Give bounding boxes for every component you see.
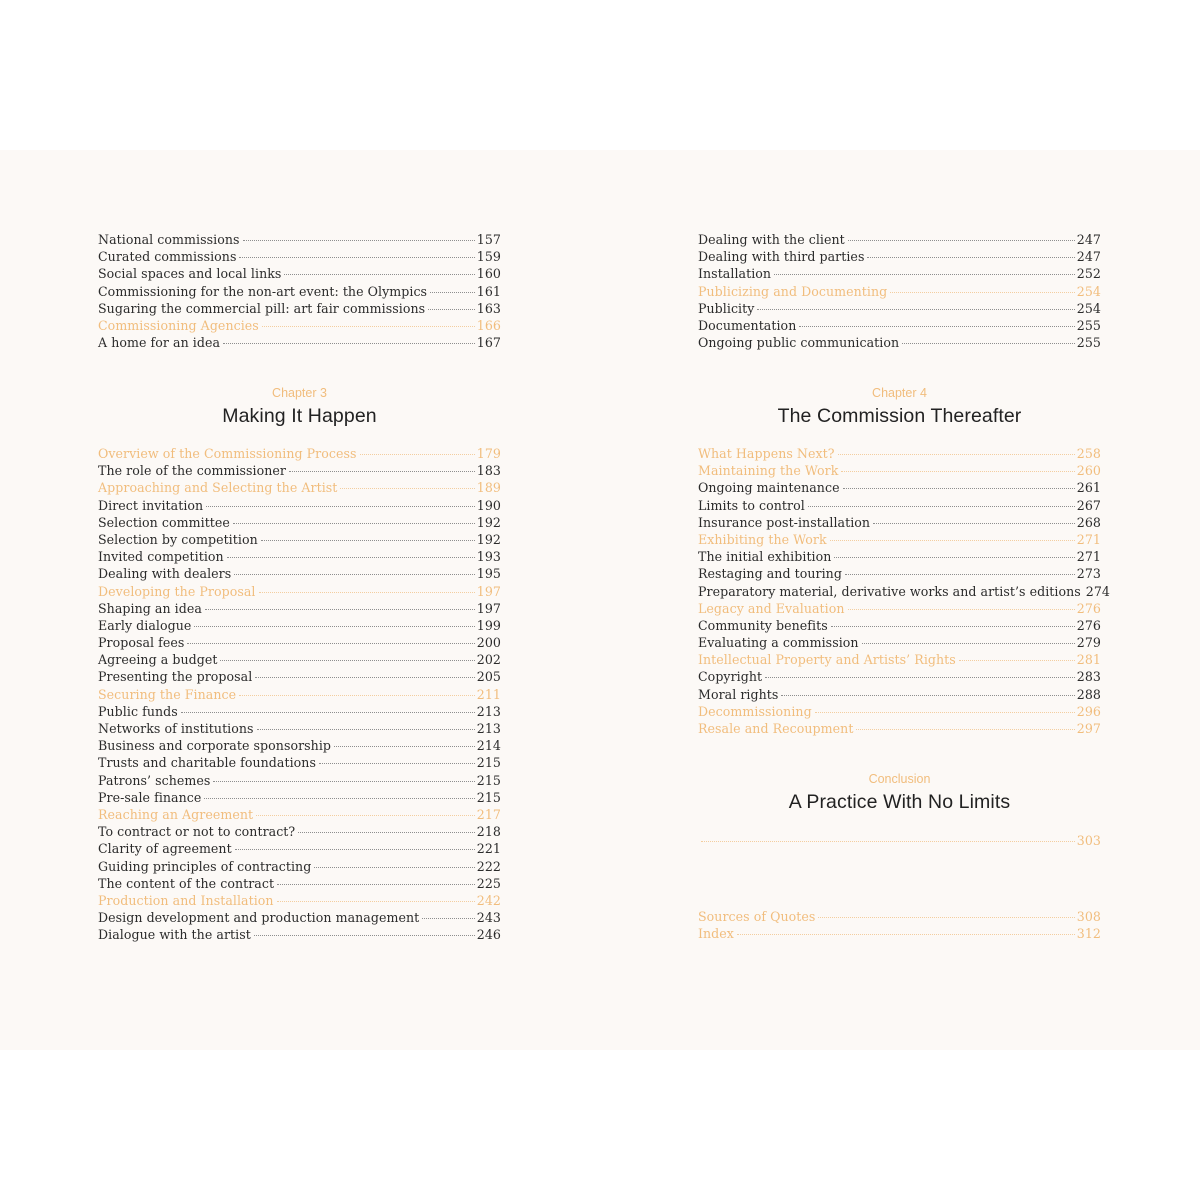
toc-entry-label: Selection committee <box>98 514 230 530</box>
dot-leader <box>834 557 1074 558</box>
toc-page-number: 276 <box>1076 617 1101 633</box>
toc-entry[interactable] <box>98 754 501 771</box>
toc-section-entry[interactable] <box>98 445 501 462</box>
toc-page-number: 160 <box>476 266 501 282</box>
toc-entry-label: Dealing with third parties <box>698 249 865 265</box>
dot-leader <box>298 832 475 833</box>
toc-page-number: 214 <box>476 738 501 754</box>
toc-entry[interactable] <box>98 514 501 531</box>
toc-page-number: 303 <box>1076 833 1101 848</box>
toc-entry[interactable] <box>698 334 1101 351</box>
dot-leader <box>959 660 1075 661</box>
book-spread <box>0 150 1200 1050</box>
toc-entry-label: The content of the contract <box>98 875 275 891</box>
toc-entry[interactable] <box>698 265 1101 282</box>
toc-page-number: 243 <box>476 910 501 926</box>
dot-leader <box>890 292 1075 293</box>
dot-leader <box>843 488 1075 489</box>
toc-entry[interactable] <box>98 248 501 265</box>
chapter-4-list <box>698 445 1110 737</box>
dot-leader <box>243 240 475 241</box>
toc-page-number: 225 <box>476 875 501 891</box>
toc-entry-label: Early dialogue <box>98 617 192 633</box>
toc-section-entry[interactable] <box>698 462 1101 479</box>
dot-leader <box>277 901 475 902</box>
right-intro-list <box>698 231 1101 351</box>
toc-entry-label: Ongoing maintenance <box>698 480 840 496</box>
toc-page-number: 199 <box>476 617 501 633</box>
dot-leader <box>255 677 474 678</box>
dot-leader <box>235 849 475 850</box>
dot-leader <box>289 471 475 472</box>
toc-entry[interactable] <box>98 737 501 754</box>
toc-page-number: 260 <box>1076 463 1101 479</box>
toc-page-number: 205 <box>476 669 501 685</box>
toc-entry[interactable] <box>98 462 501 479</box>
toc-page-number: 261 <box>1076 480 1101 496</box>
left-intro-list <box>98 231 501 351</box>
toc-entry[interactable] <box>98 875 501 892</box>
toc-entry[interactable] <box>698 686 1101 703</box>
toc-entry[interactable] <box>98 823 501 840</box>
toc-entry[interactable] <box>98 600 501 617</box>
toc-page-number: 276 <box>1076 600 1101 616</box>
dot-leader <box>262 326 475 327</box>
toc-entry[interactable] <box>698 497 1101 514</box>
toc-entry[interactable] <box>98 720 501 737</box>
dot-leader <box>856 729 1074 730</box>
dot-leader <box>256 815 475 816</box>
dot-leader <box>187 643 474 644</box>
toc-page-number: 213 <box>476 721 501 736</box>
dot-leader <box>319 763 475 764</box>
toc-entry-label: Maintaining the Work <box>698 463 839 479</box>
toc-entry-label: Exhibiting the Work <box>698 531 827 547</box>
dot-leader <box>277 884 475 885</box>
toc-entry[interactable] <box>98 668 501 685</box>
toc-entry-label: Preparatory material, derivative works and artist’s editions <box>698 583 1081 599</box>
toc-page-number: 279 <box>1076 635 1101 651</box>
toc-entry[interactable] <box>98 858 501 875</box>
dot-leader <box>254 935 475 936</box>
toc-page-number: 273 <box>1076 566 1101 582</box>
dot-leader <box>862 643 1075 644</box>
toc-page-number: 255 <box>1076 335 1101 351</box>
dot-leader <box>873 523 1075 524</box>
toc-entry[interactable] <box>698 300 1101 317</box>
toc-section-entry[interactable] <box>698 832 1101 849</box>
toc-entry[interactable] <box>98 909 501 926</box>
toc-page-number: 213 <box>476 703 501 719</box>
dot-leader <box>701 841 1075 842</box>
chapter-3-list <box>98 445 501 943</box>
toc-entry[interactable] <box>98 634 501 651</box>
dot-leader <box>340 488 474 489</box>
dot-leader <box>815 712 1075 713</box>
toc-page-number: 258 <box>1076 446 1101 461</box>
toc-entry-label: Selection by competition <box>98 531 258 547</box>
toc-entry[interactable] <box>698 317 1101 334</box>
toc-page-number: 242 <box>476 892 501 908</box>
dot-leader <box>261 540 475 541</box>
toc-entry-label: Dealing with dealers <box>98 566 232 582</box>
toc-entry-label: Copyright <box>698 669 763 685</box>
toc-entry-label: Proposal fees <box>98 635 185 651</box>
toc-entry[interactable] <box>98 283 501 300</box>
toc-entry-label: Overview of the Commissioning Process <box>98 446 357 461</box>
toc-entry-label: Sugaring the commercial pill: art fair commissions <box>98 300 426 316</box>
toc-entry-label: Design development and production management <box>98 910 420 926</box>
dot-leader <box>234 574 475 575</box>
toc-page-number: 288 <box>1076 686 1101 702</box>
toc-page-number: 167 <box>476 335 501 351</box>
toc-section-entry[interactable] <box>698 703 1101 720</box>
back-matter-list <box>698 908 1101 942</box>
toc-entry-label: Presenting the proposal <box>98 669 253 685</box>
dot-leader <box>867 257 1074 258</box>
toc-entry-label: Patrons’ schemes <box>98 772 211 788</box>
toc-entry-label: Resale and Recoupment <box>698 721 854 736</box>
toc-entry-label: Production and Installation <box>98 892 274 908</box>
toc-entry[interactable] <box>98 651 501 668</box>
toc-entry-label: Trusts and charitable foundations <box>98 755 316 771</box>
toc-page-number: 296 <box>1076 703 1101 719</box>
toc-entry[interactable] <box>698 248 1101 265</box>
toc-page-number: 179 <box>476 446 501 461</box>
toc-section-entry[interactable] <box>98 806 501 823</box>
toc-page-number: 274 <box>1085 583 1110 599</box>
dot-leader <box>841 471 1074 472</box>
toc-page-number: 183 <box>476 463 501 479</box>
conclusion-list <box>698 832 1101 849</box>
toc-entry-label: To contract or not to contract? <box>98 824 296 840</box>
toc-page-number: 193 <box>476 549 501 565</box>
toc-page-number: 159 <box>476 249 501 265</box>
dot-leader <box>799 326 1074 327</box>
toc-entry[interactable] <box>698 548 1101 565</box>
toc-entry-label: Dialogue with the artist <box>98 927 251 943</box>
toc-entry-label: Securing the Finance <box>98 686 237 702</box>
toc-entry-label: The role of the commissioner <box>98 463 286 479</box>
dot-leader <box>818 917 1074 918</box>
toc-entry-label: Reaching an Agreement <box>98 806 254 822</box>
toc-section-entry[interactable] <box>98 479 501 496</box>
dot-leader <box>220 660 474 661</box>
toc-entry-label: Direct invitation <box>98 497 204 513</box>
dot-leader <box>737 934 1075 935</box>
toc-entry-label: Limits to control <box>698 497 805 513</box>
toc-entry-label: Business and corporate sponsorship <box>98 738 332 754</box>
dot-leader <box>902 343 1075 344</box>
toc-entry[interactable] <box>698 617 1101 634</box>
toc-section-entry[interactable] <box>98 317 501 334</box>
dot-leader <box>430 292 475 293</box>
toc-page-number: 283 <box>1076 669 1101 685</box>
toc-entry-label: Social spaces and local links <box>98 266 282 282</box>
toc-page-number: 157 <box>476 232 501 247</box>
toc-entry[interactable] <box>98 840 501 857</box>
toc-page-number: 247 <box>1076 249 1101 265</box>
dot-leader <box>204 798 474 799</box>
toc-page-number: 254 <box>1076 300 1101 316</box>
toc-entry[interactable] <box>698 514 1101 531</box>
toc-entry-label: Publicity <box>698 300 755 316</box>
toc-section-entry[interactable] <box>698 531 1101 548</box>
dot-leader <box>831 626 1075 627</box>
toc-entry[interactable] <box>98 926 501 943</box>
toc-page-number: 192 <box>476 531 501 547</box>
toc-page-number: 195 <box>476 566 501 582</box>
conclusion-title: A Practice With No Limits <box>788 791 1011 813</box>
toc-page-number: 254 <box>1076 283 1101 299</box>
toc-page-number: 252 <box>1076 266 1101 282</box>
toc-entry-label: Dealing with the client <box>698 232 845 247</box>
toc-entry-label: Networks of institutions <box>98 721 254 736</box>
toc-page-number: 255 <box>1076 317 1101 333</box>
toc-entry[interactable] <box>698 634 1101 651</box>
toc-entry-label: Documentation <box>698 317 797 333</box>
toc-entry-label: Shaping an idea <box>98 600 202 616</box>
toc-entry[interactable] <box>98 231 501 248</box>
toc-page-number: 271 <box>1076 549 1101 565</box>
toc-page-number: 221 <box>476 841 501 857</box>
toc-page-number: 246 <box>476 927 501 943</box>
dot-leader <box>848 609 1075 610</box>
toc-page-number: 192 <box>476 514 501 530</box>
toc-entry-label: Invited competition <box>98 549 224 565</box>
toc-entry-label: Community benefits <box>698 617 828 633</box>
toc-section-entry[interactable] <box>698 720 1101 737</box>
dot-leader <box>259 592 475 593</box>
toc-page-number: 202 <box>476 652 501 668</box>
toc-entry[interactable] <box>98 334 501 351</box>
toc-entry-label: The initial exhibition <box>698 549 832 565</box>
toc-entry-label: Ongoing public communication <box>698 335 900 351</box>
toc-section-entry[interactable] <box>698 925 1101 942</box>
toc-entry[interactable] <box>698 231 1101 248</box>
toc-page-number: 218 <box>476 824 501 840</box>
dot-leader <box>227 557 475 558</box>
toc-page-number: 267 <box>1076 497 1101 513</box>
toc-section-entry[interactable] <box>698 445 1101 462</box>
toc-page-number: 222 <box>476 858 501 874</box>
dot-leader <box>334 746 475 747</box>
toc-page-number: 197 <box>476 583 501 599</box>
toc-page-number: 308 <box>1076 909 1101 924</box>
dot-leader <box>845 574 1075 575</box>
toc-section-entry[interactable] <box>698 651 1101 668</box>
toc-page-number: 215 <box>476 772 501 788</box>
toc-page-number: 211 <box>476 686 501 702</box>
toc-page-number: 200 <box>476 635 501 651</box>
toc-section-entry[interactable] <box>98 892 501 909</box>
toc-entry-label: Intellectual Property and Artists’ Rights <box>698 652 956 668</box>
toc-entry-label: Agreeing a budget <box>98 652 218 668</box>
toc-entry-label: Guiding principles of contracting <box>98 858 312 874</box>
toc-entry[interactable] <box>98 548 501 565</box>
toc-entry[interactable] <box>98 789 501 806</box>
toc-entry[interactable] <box>698 583 1110 600</box>
conclusion-label: Conclusion <box>868 772 931 786</box>
dot-leader <box>757 309 1074 310</box>
dot-leader <box>360 454 475 455</box>
toc-page-number: 163 <box>476 300 501 316</box>
dot-leader <box>830 540 1075 541</box>
toc-page-number: 215 <box>476 755 501 771</box>
dot-leader <box>233 523 475 524</box>
toc-page-number: 297 <box>1076 721 1101 736</box>
toc-entry[interactable] <box>98 265 501 282</box>
toc-entry[interactable] <box>98 703 501 720</box>
toc-entry-label: What Happens Next? <box>698 446 835 461</box>
dot-leader <box>194 626 474 627</box>
toc-entry[interactable] <box>698 479 1101 496</box>
toc-section-entry[interactable] <box>698 283 1101 300</box>
dot-leader <box>781 695 1074 696</box>
dot-leader <box>774 274 1075 275</box>
toc-entry[interactable] <box>98 300 501 317</box>
dot-leader <box>239 257 474 258</box>
toc-entry-label: Moral rights <box>698 686 779 702</box>
dot-leader <box>314 867 474 868</box>
toc-entry-label: Decommissioning <box>698 703 812 719</box>
toc-section-entry[interactable] <box>698 908 1101 925</box>
toc-page-number: 268 <box>1076 514 1101 530</box>
toc-entry-label: Pre-sale finance <box>98 789 202 805</box>
toc-entry-label: National commissions <box>98 232 240 247</box>
toc-entry[interactable] <box>98 617 501 634</box>
toc-page-number: 197 <box>476 600 501 616</box>
toc-entry-label: Installation <box>698 266 772 282</box>
toc-entry[interactable] <box>698 668 1101 685</box>
chapter-4-title: The Commission Thereafter <box>777 405 1022 427</box>
toc-entry-label: A home for an idea <box>98 335 221 351</box>
toc-page-number: 161 <box>476 283 501 299</box>
chapter-3-label: Chapter 3 <box>272 386 327 400</box>
toc-entry[interactable] <box>98 772 501 789</box>
dot-leader <box>808 506 1075 507</box>
toc-entry-label: Clarity of agreement <box>98 841 232 857</box>
toc-entry[interactable] <box>698 565 1101 582</box>
toc-page-number: 281 <box>1076 652 1101 668</box>
dot-leader <box>223 343 475 344</box>
dot-leader <box>239 695 475 696</box>
toc-entry-label: Publicizing and Documenting <box>698 283 888 299</box>
dot-leader <box>848 240 1075 241</box>
toc-page-number: 215 <box>476 789 501 805</box>
toc-page-number: 189 <box>476 480 501 496</box>
toc-entry[interactable] <box>98 497 501 514</box>
chapter-4-label: Chapter 4 <box>872 386 927 400</box>
dot-leader <box>213 781 474 782</box>
dot-leader <box>284 274 474 275</box>
dot-leader <box>428 309 475 310</box>
dot-leader <box>422 918 475 919</box>
toc-entry-label: Curated commissions <box>98 249 237 265</box>
dot-leader <box>206 506 475 507</box>
toc-entry-label: Insurance post-installation <box>698 514 871 530</box>
toc-entry-label: Sources of Quotes <box>698 909 816 924</box>
toc-entry-label: Commissioning for the non-art event: the Olympics <box>98 283 428 299</box>
chapter-3-title: Making It Happen <box>222 405 377 427</box>
toc-entry-label: Evaluating a commission <box>698 635 859 651</box>
toc-section-entry[interactable] <box>698 600 1101 617</box>
dot-leader <box>205 609 475 610</box>
toc-entry-label: Index <box>698 926 734 942</box>
toc-entry-label: Restaging and touring <box>698 566 842 582</box>
toc-entry-label: Legacy and Evaluation <box>698 600 845 616</box>
toc-section-entry[interactable] <box>98 686 501 703</box>
toc-section-entry[interactable] <box>98 583 501 600</box>
dot-leader <box>181 712 475 713</box>
toc-page-number: 271 <box>1076 531 1101 547</box>
toc-entry-label: Commissioning Agencies <box>98 317 259 333</box>
toc-entry[interactable] <box>98 531 501 548</box>
toc-page-number: 166 <box>476 317 501 333</box>
toc-entry-label: Developing the Proposal <box>98 583 256 599</box>
toc-entry-label: Approaching and Selecting the Artist <box>98 480 338 496</box>
toc-page-number: 312 <box>1076 926 1101 942</box>
dot-leader <box>765 677 1075 678</box>
toc-entry[interactable] <box>98 565 501 582</box>
toc-page-number: 217 <box>476 806 501 822</box>
toc-page-number: 247 <box>1076 232 1101 247</box>
dot-leader <box>838 454 1075 455</box>
toc-page-number: 190 <box>476 497 501 513</box>
toc-entry-label: Public funds <box>98 703 178 719</box>
dot-leader <box>257 729 475 730</box>
